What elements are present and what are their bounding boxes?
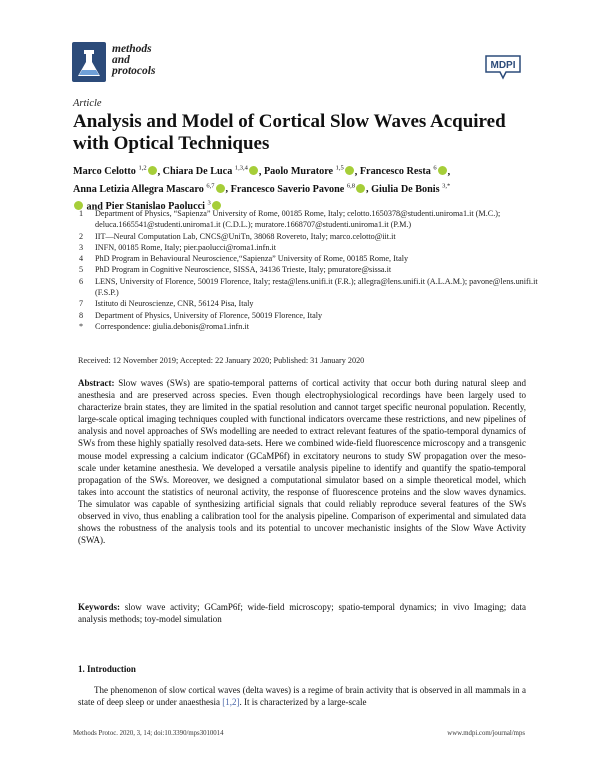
citation-link[interactable]: [1,2]	[222, 697, 240, 708]
affiliation	[73, 231, 543, 242]
journal-name	[112, 44, 155, 77]
abstract-text: Slow waves (SWs) are spatio-temporal patterns of cortical activity that occur both during natural sleep and anesthesia and are preserved across species. Even though electrophysiological recordings have been largely used to characterize brain states, they are limited in the spatial resolution and cannot target specific neuronal population. Recently, large-scale optical imaging techniques coupled with functional indicators overcame these restrictions, and new pipelines of analysis and novel approaches of SWs modelling are needed to extract relevant features of the spatio-temporal dynamics of SWs from these highly spatially resolved data-sets. Here we combined wide-field fluorescence microscopy and a transgenic mouse model expressing a calcium indicator (GCaMP6f) in excitatory neurons to study SW propagation over the meso-scale under ketamine anesthesia. We developed a versatile analysis pipeline to identify and quantify the spatio-temporal propagation of the SWs. Moreover, we designed a computational simulator based on a simple theoretical model, which takes into account the statistics of neuronal activity, the response of fluorescence proteins and the slow waves dynamics. The simulator was capable of synthesizing artificial signals that could reliably reproduce several features of the SWs observed in vivo, thus enabling a calibration tool for the analysis pipeline. Comparison of experimental and simulated data shows the robustness of the analysis tools and its potential to uncover mechanistic insights of the Slow Wave Activity (SWA).	[78, 378, 526, 546]
affiliation-text: IIT—Neural Computation Lab, CNCS@UniTn, 38068 Rovereto, Italy; marco.celotto@iit.it	[95, 231, 396, 241]
affiliation	[73, 298, 543, 309]
author-name: Chiara De Luca	[162, 166, 233, 178]
abstract	[78, 377, 526, 546]
intro-paragraph	[78, 684, 526, 709]
author-affil-sup: 1,3,4	[234, 165, 248, 172]
author[interactable]	[73, 166, 158, 177]
affiliation	[73, 208, 543, 231]
mdpi-logo	[482, 54, 524, 80]
author-affil-sup: 1,5	[335, 165, 344, 172]
section-heading: 1. Introduction	[78, 664, 136, 674]
author[interactable]	[264, 166, 355, 177]
author-affil-sup: 3,*	[442, 182, 451, 190]
affiliation	[73, 264, 543, 275]
orcid-icon[interactable]	[216, 184, 225, 193]
affiliation-text: Correspondence: giulia.debonis@roma1.infn.it	[95, 321, 249, 331]
author[interactable]	[231, 184, 366, 195]
intro-text-cont: . It is characterized by a large-scale	[239, 697, 367, 708]
author[interactable]	[371, 184, 450, 195]
affiliation-text: INFN, 00185 Rome, Italy; pier.paolucci@roma1.infn.it	[95, 242, 277, 252]
affiliation	[73, 310, 543, 321]
author-name: Giulia De Bonis	[371, 183, 440, 195]
author-name: Paolo Muratore	[263, 166, 334, 178]
affiliation-number: 2	[79, 231, 84, 241]
author-name: Pier Stanislao Paolucci	[105, 201, 205, 213]
affiliation	[73, 276, 543, 299]
author-name: Francesco Resta	[359, 166, 431, 178]
keywords	[78, 601, 526, 625]
affiliation-number: 8	[79, 310, 84, 320]
author-affil-sup: 1,2	[138, 165, 147, 172]
footer-website[interactable]: www.mdpi.com/journal/mps	[447, 730, 525, 737]
orcid-icon[interactable]	[249, 166, 258, 175]
affiliation-text: PhD Program in Cognitive Neuroscience, SISSA, 34136 Trieste, Italy; pmuratore@sissa.it	[95, 265, 392, 275]
author-name: Francesco Saverio Pavone	[230, 183, 345, 195]
author[interactable]	[360, 166, 448, 177]
affiliation-number: 1	[79, 209, 84, 218]
author-name: Anna Letizia Allegra Mascaro	[73, 183, 204, 195]
orcid-icon[interactable]	[356, 184, 365, 193]
affiliation-text: PhD Program in Behavioural Neuroscience,“Sapienza” University of Rome, 00185 Rome, Italy	[95, 254, 409, 264]
orcid-icon[interactable]	[345, 166, 354, 175]
author-list: Marco Celotto $^{1,2}$ , Chiara De Luca $^{1,3,4}$ , Paolo Muratore $^{1,5}$ , Francesco Resta $^6$ , Anna Letizia Allegra Mascaro $^{6,7}$ , Francesco Saverio Pavone $^{6,8}$ , Giulia De Bonis $^{3,*}$ and Pier Stanislao Paolucci $^3$	[73, 165, 451, 213]
affiliation-list	[73, 208, 543, 332]
affiliation-number: 4	[79, 254, 84, 264]
author-affil-sup: 3	[207, 199, 211, 207]
affiliation-number: 7	[79, 299, 84, 309]
affiliation	[73, 253, 543, 264]
footer-citation: Methods Protoc. 2020, 3, 14; doi:10.3390/mps3010014	[73, 730, 224, 737]
orcid-icon[interactable]	[148, 166, 157, 175]
affiliation-number: 6	[79, 276, 84, 286]
author-name: Marco Celotto	[73, 166, 136, 178]
article-type: Article	[73, 98, 102, 109]
author-affil-sup: 6,7	[206, 182, 215, 190]
affiliation-number: 3	[79, 242, 84, 252]
publication-dates: Received: 12 November 2019; Accepted: 22 January 2020; Published: 31 January 2020	[78, 356, 365, 365]
affiliation-number: 5	[79, 265, 84, 275]
journal-name-line: methods	[112, 43, 152, 55]
author-affil-sup: 6,8	[346, 182, 355, 190]
affiliation-text: Department of Physics, University of Florence, 50019 Florence, Italy	[95, 310, 323, 320]
author[interactable]	[73, 184, 226, 195]
keywords-label: Keywords:	[78, 602, 120, 612]
intro-text: The phenomenon of slow cortical waves (delta waves) is a regime of brain activity that is observed in all mammals in a state of deep sleep or under anaesthesia	[78, 685, 526, 708]
affiliation-text: LENS, University of Florence, 50019 Florence, Italy; resta@lens.unifi.it (F.R.); allegra@lens.unifi.it (A.L.A.M.); pavone@lens.unifi.it (F.S.P.)	[95, 276, 538, 298]
journal-name-line: and	[112, 54, 130, 66]
paper-title: Analysis and Model of Cortical Slow Waves Acquired with Optical Techniques	[73, 111, 506, 154]
affiliation-number: *	[79, 321, 84, 331]
affiliation	[73, 321, 543, 332]
journal-name-line: protocols	[112, 65, 156, 77]
affiliation-text: Department of Physics, “Sapienza” University of Rome, 00185 Rome, Italy; celotto.1650378@studenti.uniroma1.it (M.C.); deluca.1665541@studenti.uniroma1.it (C.D.L.); muratore.1668707@studenti.uniroma1.it (P.M.)	[95, 209, 501, 230]
author-affil-sup: 6	[433, 165, 437, 172]
affiliation	[73, 242, 543, 253]
keywords-text: slow wave activity; GCamP6f; wide-field microscopy; spatio-temporal dynamics; in vivo Imaging; data analysis methods; toy-model simulation	[78, 602, 526, 625]
abstract-label: Abstract:	[78, 378, 115, 388]
mdpi-logo-text: MDPI	[490, 60, 516, 71]
orcid-icon[interactable]	[438, 166, 447, 175]
author[interactable]	[163, 166, 259, 177]
affiliation-text: Istituto di Neuroscienze, CNR, 56124 Pisa, Italy	[95, 299, 254, 309]
